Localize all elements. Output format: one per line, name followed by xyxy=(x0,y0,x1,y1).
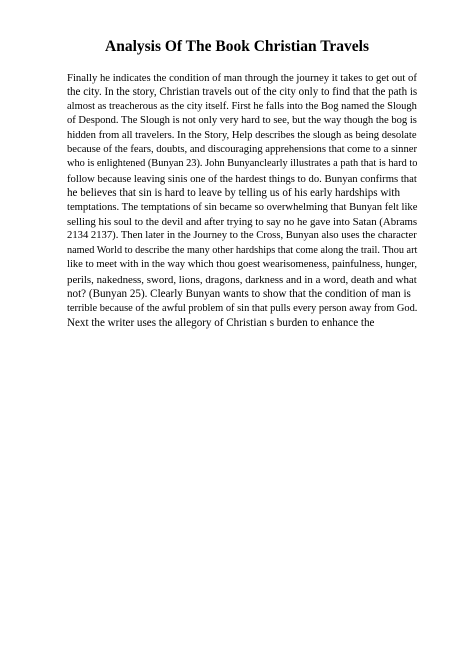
text-line: temptations. The temptations of sin became so overwhelming that Bunyan felt like xyxy=(67,201,418,213)
text-line: he believes that sin is hard to leave by telling us of his early hardships with xyxy=(67,187,401,200)
text-line: of Despond. The Slough is not only very hard to see, but the way though the bog is xyxy=(67,115,417,127)
text-line: who is enlightened (Bunyan 23). John Bunyanclearly illustrates a path that is hard to xyxy=(67,158,418,170)
text-line: perils, nakedness, sword, lions, dragons, darkness and in a word, death and what xyxy=(67,273,417,286)
text-line: terrible because of the awful problem of sin that pulls every person away from God. xyxy=(67,302,418,314)
body-paragraph xyxy=(67,71,417,330)
text-line: almost as treacherous as the city itself. First he falls into the Bog named the Slough xyxy=(67,100,417,112)
text-line: follow because leaving sinis one of the hardest things to do. Bunyan confirms that xyxy=(67,172,417,185)
text-line: hidden from all travelers. In the Story, Help describes the slough as being desolate xyxy=(67,129,417,141)
text-line: Next the writer uses the allegory of Christian s burden to enhance the xyxy=(67,316,375,329)
text-line: Finally he indicates the condition of man through the journey it takes to get out of xyxy=(67,72,417,84)
text-line: 2134 2137). Then later in the Journey to the Cross, Bunyan also uses the character xyxy=(67,230,417,242)
text-line: the city. In the story, Christian travels out of the city only to find that the path is xyxy=(67,86,418,99)
document-title: Analysis Of The Book Christian Travels xyxy=(105,38,369,55)
text-line: selling his soul to the devil and after trying to say no he gave into Satan (Abrams xyxy=(67,216,418,229)
text-line: like to meet with in the way which thou goest wearisomeness, painfulness, hunger, xyxy=(67,259,418,271)
text-line: because of the fears, doubts, and discouraging apprehensions that come to a sinner xyxy=(67,144,418,156)
text-line: named World to describe the many other hardships that come along the trail. Thou art xyxy=(67,244,418,256)
text-line: not? (Bunyan 25). Clearly Bunyan wants to show that the condition of man is xyxy=(67,288,411,301)
